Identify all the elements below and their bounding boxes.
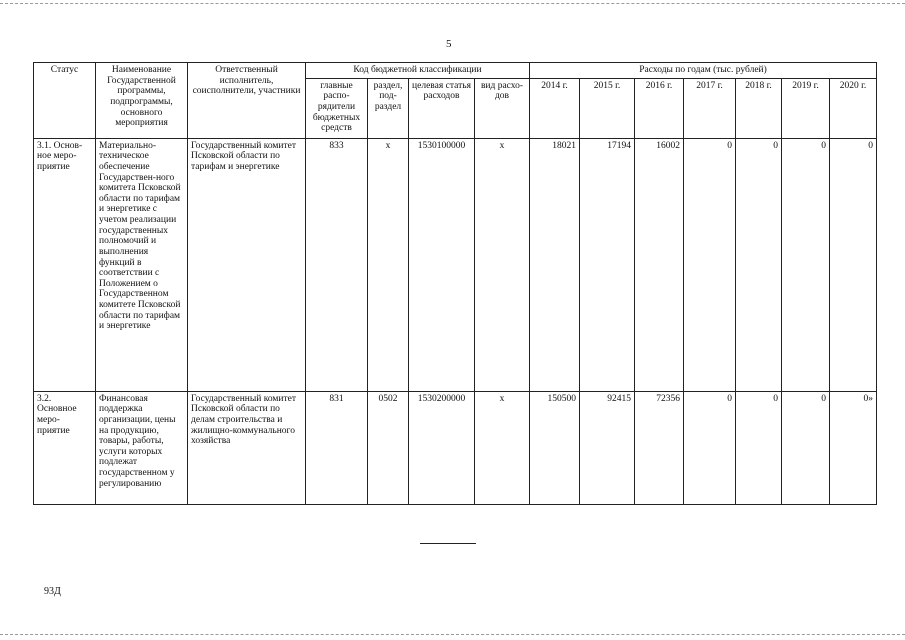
header-year-2014: 2014 г. xyxy=(530,78,580,138)
header-section: раздел, под-раздел xyxy=(368,78,409,138)
header-year-2015: 2015 г. xyxy=(580,78,635,138)
row-name: Финансовая поддержка организации, цены на продукцию, товары, работы, услуги которых подлежат государственном у регулированию xyxy=(96,391,188,504)
header-year-2019: 2019 г. xyxy=(782,78,830,138)
header-status: Статус xyxy=(34,63,96,139)
row-2014: 18021 xyxy=(530,138,580,391)
row-2017: 0 xyxy=(684,138,736,391)
header-year-2020: 2020 г. xyxy=(830,78,877,138)
row-2016: 16002 xyxy=(635,138,684,391)
row-2020: 0 xyxy=(830,138,877,391)
row-grbs: 831 xyxy=(306,391,368,504)
row-2016: 72356 xyxy=(635,391,684,504)
scan-edge-top xyxy=(0,3,905,4)
row-2018: 0 xyxy=(736,391,782,504)
row-target: 1530200000 xyxy=(409,391,475,504)
header-year-2017: 2017 г. xyxy=(684,78,736,138)
row-name: Материально-техническое обеспечение Государствен-ного комитета Псковской области по тарифам и энергетике с учетом реализации государственных полномочий и выполнения функций в соответствии с Положением о Государственном комитете Псковской области по тарифам и энергетике xyxy=(96,138,188,391)
row-type: х xyxy=(475,138,530,391)
header-name: Наименование Государственной программы, подпрограммы, основного мероприятия xyxy=(96,63,188,139)
row-section: 0502 xyxy=(368,391,409,504)
row-target: 1530100000 xyxy=(409,138,475,391)
scan-edge-bottom xyxy=(0,634,905,635)
header-budget-code: Код бюджетной классификации xyxy=(306,63,530,79)
row-2015: 17194 xyxy=(580,138,635,391)
row-section: х xyxy=(368,138,409,391)
row-grbs: 833 xyxy=(306,138,368,391)
separator-rule xyxy=(420,543,476,544)
row-2019: 0 xyxy=(782,138,830,391)
row-2017: 0 xyxy=(684,391,736,504)
header-executor: Ответственный исполнитель, соисполнители, участники xyxy=(188,63,306,139)
header-expenses: Расходы по годам (тыс. рублей) xyxy=(530,63,877,79)
row-status: 3.1. Основ-ное меро-приятие xyxy=(34,138,96,391)
header-year-2018: 2018 г. xyxy=(736,78,782,138)
row-2014: 150500 xyxy=(530,391,580,504)
row-2019: 0 xyxy=(782,391,830,504)
header-target: целевая статья расходов xyxy=(409,78,475,138)
budget-table xyxy=(33,62,877,505)
row-executor: Государственный комитет Псковской области по тарифам и энергетике xyxy=(188,138,306,391)
header-type: вид расхо-дов xyxy=(475,78,530,138)
row-2015: 92415 xyxy=(580,391,635,504)
footer-code: 93Д xyxy=(44,586,61,597)
table-row xyxy=(34,391,877,504)
row-type: х xyxy=(475,391,530,504)
row-status: 3.2. Основное меро-приятие xyxy=(34,391,96,504)
table-row xyxy=(34,138,877,391)
row-2020: 0» xyxy=(830,391,877,504)
page-number: 5 xyxy=(446,38,452,50)
row-2018: 0 xyxy=(736,138,782,391)
header-year-2016: 2016 г. xyxy=(635,78,684,138)
header-grbs: главные распо-рядители бюджетных средств xyxy=(306,78,368,138)
row-executor: Государственный комитет Псковской области по делам строительства и жилищно-коммунального хозяйства xyxy=(188,391,306,504)
